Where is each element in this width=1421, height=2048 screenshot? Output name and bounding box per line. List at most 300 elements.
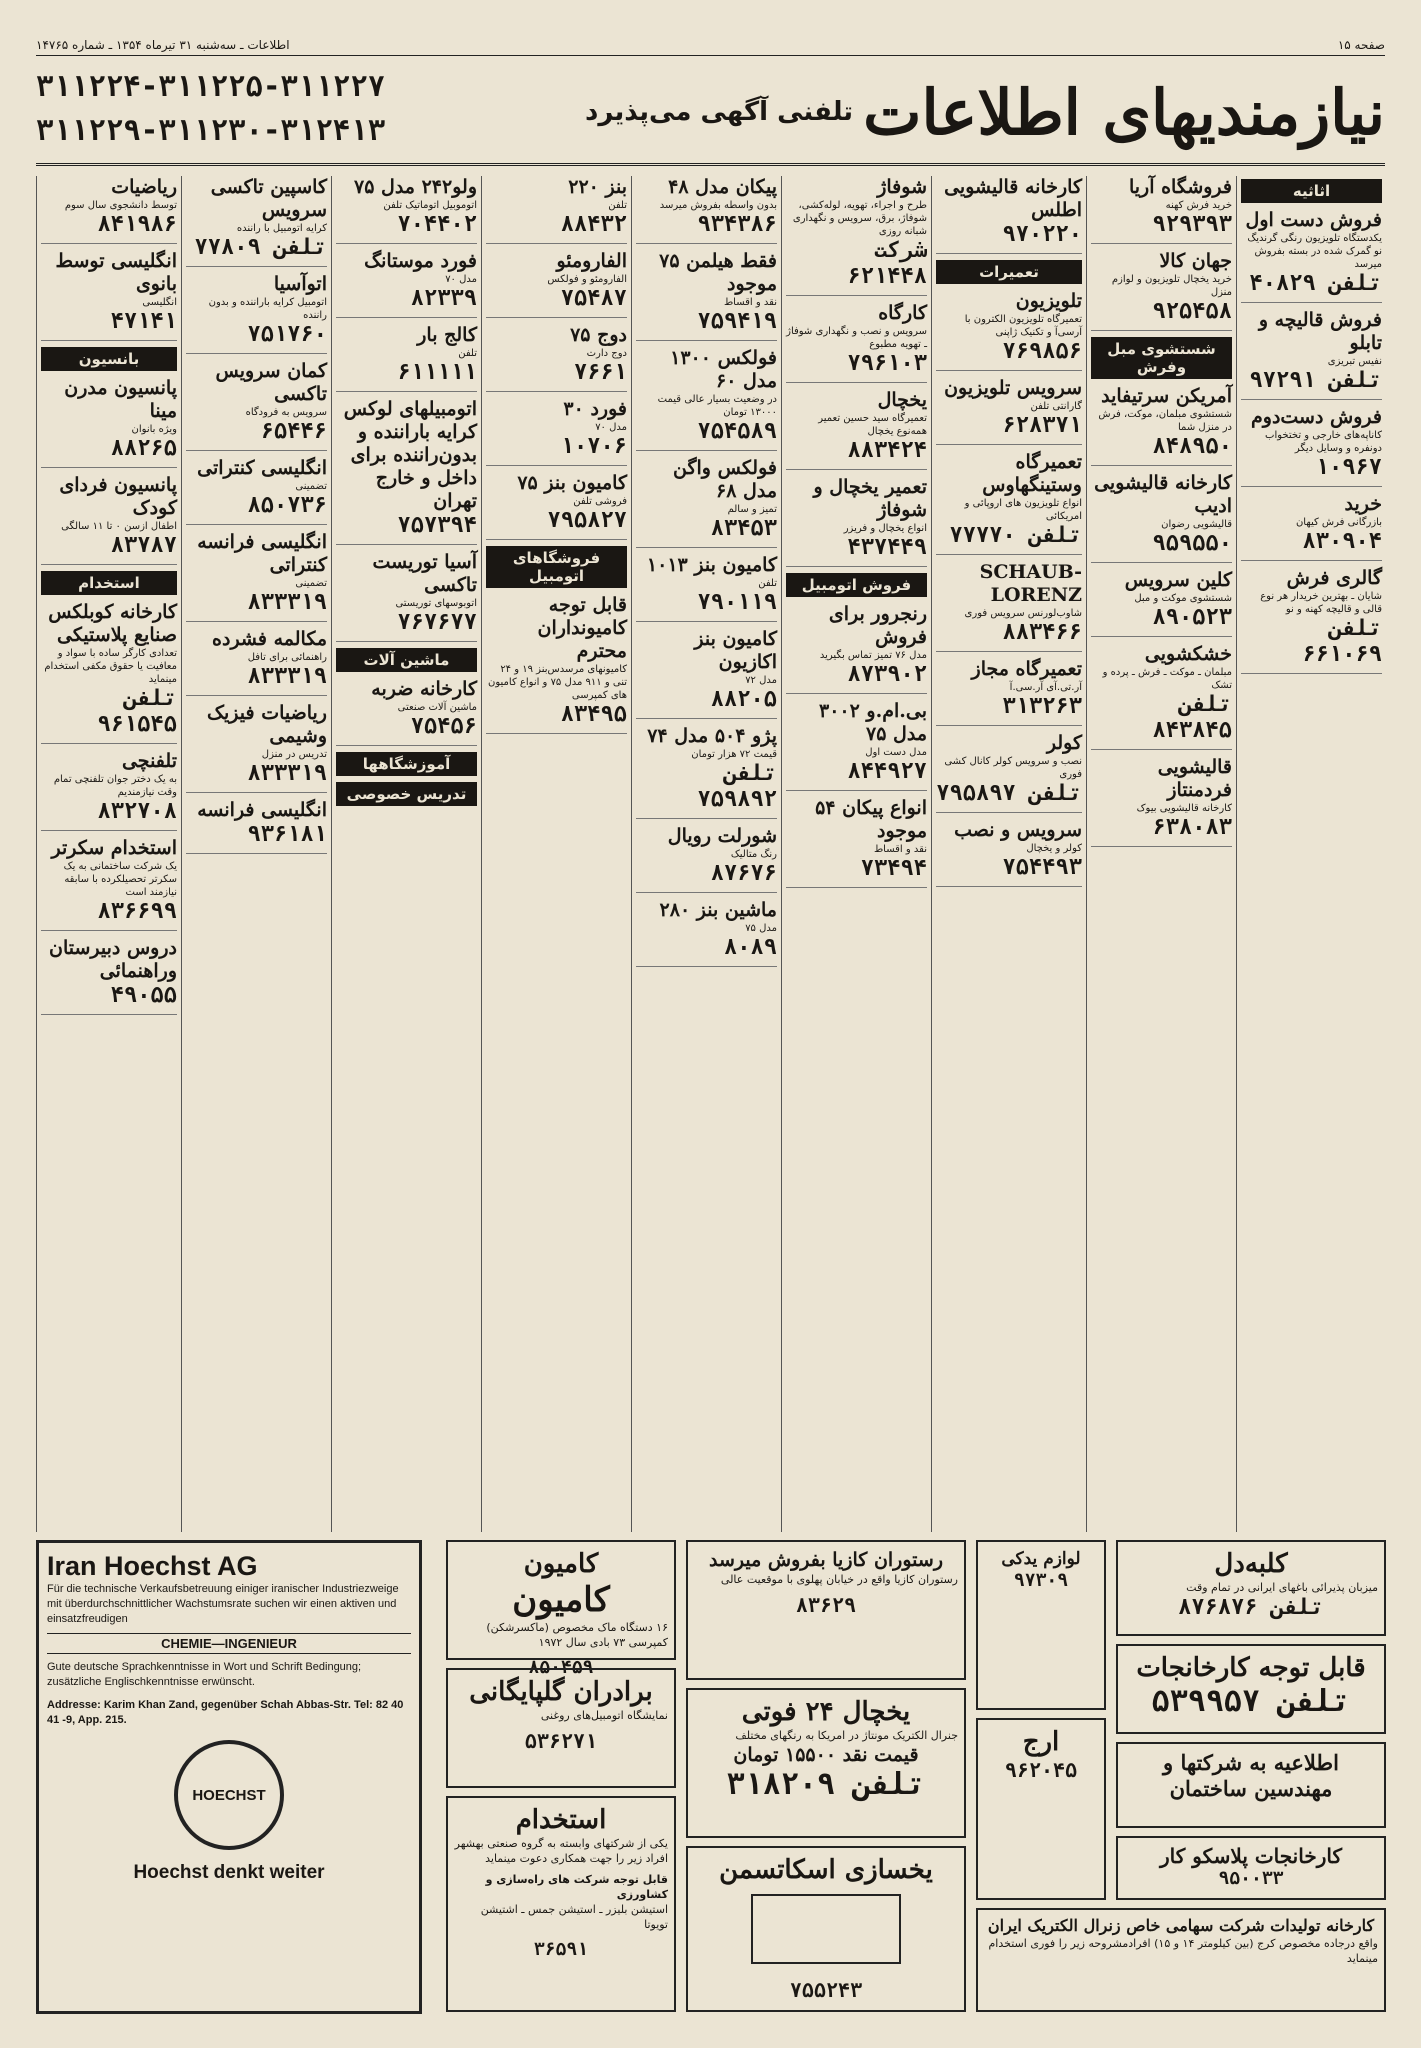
ad-parts-phone: ۹۷۳۰۹ bbox=[1013, 1570, 1069, 1591]
ad-text: نفیس تبریزی bbox=[1327, 356, 1382, 367]
ad-phone: ۸۳۳۳۱۹ bbox=[247, 664, 327, 689]
masthead-title: نیازمندیهای اطلاعات bbox=[863, 75, 1385, 149]
ad-kolbe-phone: تلفن ۸۷۶۸۷۶ bbox=[1178, 1595, 1324, 1620]
classified-ad bbox=[41, 250, 177, 341]
ad-phone: ۸۳۴۵۳ bbox=[710, 516, 777, 541]
ad-text: نقد و اقساط bbox=[723, 297, 777, 308]
section-heading: آموزشگاهها bbox=[336, 752, 477, 776]
classified-ad bbox=[936, 176, 1082, 254]
section-heading: فروش اتومبیل bbox=[786, 573, 927, 597]
ad-heading: آسیا توریست تاکسی bbox=[372, 551, 477, 596]
ad-phone: ۹۵۹۵۵۰ bbox=[1152, 531, 1232, 556]
ad-phone: ۷۵۷۳۹۴ bbox=[397, 513, 477, 538]
ad-kolbe bbox=[1116, 1540, 1386, 1636]
ad-heading: تلویزیون bbox=[1015, 290, 1082, 312]
classified-ad bbox=[336, 678, 477, 746]
column-6 bbox=[481, 176, 631, 1532]
ad-heading: اتومبیلهای لوکس کرایه بارانند‌ه و بدون‌راننده برای داخل و خارج تهران bbox=[343, 398, 477, 512]
ad-text: در وضعیت بسیار عالی قیمت ۱۳۰۰۰ تومان bbox=[657, 394, 777, 418]
hoechst-requirements: Gute deutsche Sprachkenntnisse in Wort und Schrift Bedingung; zusätzliche Englischkenntnisse erwünscht. bbox=[47, 1661, 362, 1688]
ad-heading: شوفاژ bbox=[877, 176, 927, 198]
classified-ad bbox=[486, 324, 627, 392]
ad-behshahr-job bbox=[446, 1796, 676, 2012]
ad-plasco-head: کارخانجات پلاسکو کار bbox=[1160, 1844, 1342, 1868]
ad-text: قالیشویی رضوان bbox=[1161, 519, 1232, 530]
ad-text: تمیز و سالم bbox=[727, 504, 777, 515]
ad-heading: خرید bbox=[1344, 493, 1382, 515]
classified-ad bbox=[636, 347, 777, 451]
ad-text: کرایه اتومبیل با راننده bbox=[236, 223, 327, 234]
ad-factories bbox=[1116, 1644, 1386, 1734]
ad-phone: ۹۷۰۲۲۰ bbox=[1002, 222, 1082, 247]
classified-ad bbox=[786, 797, 927, 888]
ad-zenral-head: کارخانه تولیدات شرکت سهامی خاص زنرال الکتریک ایران bbox=[987, 1916, 1375, 1935]
ad-text: شستشوی مبلمان، موکت، فرش در منزل شما bbox=[1098, 409, 1232, 433]
ad-notice bbox=[1116, 1742, 1386, 1828]
ad-heading: کارخانه ضربه bbox=[371, 678, 477, 700]
ad-hoechst bbox=[36, 1540, 422, 2014]
ad-heading: کامیون بنز اکازیون bbox=[694, 628, 777, 673]
masthead-subtitle: تلفنی آگهی می‌پذیرد bbox=[585, 97, 854, 127]
ad-phone: تلفن ۴۰۸۲۹ bbox=[1249, 271, 1382, 296]
classified-ad bbox=[186, 628, 327, 696]
ad-phone: ۸۸۲۰۵ bbox=[710, 687, 777, 712]
ad-heading: یخچال bbox=[877, 389, 927, 411]
classified-ad bbox=[41, 176, 177, 244]
classified-ad bbox=[1241, 309, 1382, 400]
ad-text: اتوموبیل اتوماتیک تلفن bbox=[383, 200, 477, 211]
ad-text: انواع یخچال و فریزر bbox=[843, 523, 927, 534]
ad-text: مدل ۷۲ bbox=[745, 675, 777, 686]
ad-truck-phone: ۸۵۰۴۵۹ bbox=[528, 1657, 594, 1678]
section-heading: استخدام bbox=[41, 571, 177, 595]
ad-text: اتوبوسهای توریستی bbox=[395, 598, 477, 609]
classified-ad bbox=[936, 290, 1082, 371]
ad-text: به یک دختر جوان تلفنچی تمام وقت نیازمندیم bbox=[53, 774, 177, 798]
classified-ad bbox=[1091, 569, 1232, 637]
ad-text: فروشی تلفن bbox=[573, 496, 627, 507]
ad-phone: ۶۵۴۴۶ bbox=[260, 419, 327, 444]
classified-ad bbox=[636, 250, 777, 341]
ad-phone: ۱۰۹۶۷ bbox=[1315, 455, 1382, 480]
ad-phone: ۸۳۷۸۷ bbox=[110, 533, 177, 558]
ad-zenral-text: واقع درجاده مخصوص کرج (بین کیلومتر ۱۴ و ۱۵) افرادمشروحه زیر را فوری استخدام مینماید bbox=[988, 1937, 1378, 1965]
ad-phone: ۹۲۵۴۵۸ bbox=[1152, 299, 1232, 324]
ad-text: تعمیرگاه سید حسین تعمیر همه‌نوع یخچال bbox=[818, 413, 927, 437]
classified-ad bbox=[1091, 385, 1232, 466]
classified-ad bbox=[486, 250, 627, 318]
ad-heading: پانسیون فردای کودک bbox=[59, 474, 177, 519]
ad-text: کولر و یخچال bbox=[1026, 843, 1082, 854]
ad-heading: انگلیسی توسط بانوی bbox=[55, 250, 177, 295]
ad-phone: ۴۹۰۵۵ bbox=[110, 983, 177, 1008]
classified-ad bbox=[41, 750, 177, 831]
ad-phone: ۷۵۱۷۶۰ bbox=[247, 322, 327, 347]
ad-heading: کلین سرویس bbox=[1124, 569, 1232, 591]
ad-phone: ۶۱۱۱۱۱ bbox=[397, 360, 477, 385]
ad-phone: تلفن ۸۴۳۸۴۵ bbox=[1152, 692, 1232, 743]
classified-ad bbox=[1091, 176, 1232, 244]
ad-truck-sub: کامیون bbox=[512, 1580, 610, 1620]
ad-road-phone: ۳۶۵۹۱ bbox=[533, 1939, 589, 1960]
ad-phone: ۸۳۰۹۰۴ bbox=[1302, 529, 1382, 554]
ad-text: رنگ متالیک bbox=[730, 849, 777, 860]
phone-row-2: ۳۱۱۲۲۹-۳۱۱۲۳۰-۳۱۲۴۱۳ bbox=[36, 113, 386, 147]
classified-ad bbox=[636, 628, 777, 719]
ad-phone: ۸۴۸۹۵۰ bbox=[1152, 434, 1232, 459]
ad-heading: فورد ۳۰ bbox=[563, 398, 627, 420]
ad-factories-head: قابل توجه کارخانجات bbox=[1136, 1653, 1366, 1683]
ad-heading: فروش دست اول bbox=[1245, 209, 1382, 231]
ad-text: شایان ـ بهترین خریدار هر نوع قالی و قالیچه کهنه و نو bbox=[1260, 591, 1382, 615]
ad-phone: تلفن ۹۷۲۹۱ bbox=[1249, 368, 1382, 393]
ad-heading: اتوآسیا bbox=[273, 273, 327, 295]
classified-ad bbox=[41, 377, 177, 468]
ad-phone: تلفن ۷۵۹۸۹۲ bbox=[697, 761, 777, 812]
ad-phone: ۸۳۴۹۵ bbox=[560, 702, 627, 727]
column-4 bbox=[781, 176, 931, 1532]
ad-heading: سرویس و نصب bbox=[954, 819, 1082, 841]
ad-phone: ۸۸۴۳۲ bbox=[560, 212, 627, 237]
ad-heading: جهان کالا bbox=[1159, 250, 1232, 272]
ad-phone: ۷۶۷۶۷۷ bbox=[397, 610, 477, 635]
ad-heading: انگلیسی فرانسه کنتراتی bbox=[197, 531, 327, 576]
ad-text: ماشین آلات صنعتی bbox=[397, 702, 477, 713]
ad-heading: قالیشویی فردمنتاز bbox=[1157, 756, 1232, 801]
icemaker-illustration bbox=[751, 1894, 901, 1964]
ad-fridge-text: جنرال الکتریک مونتاژ در امریکا به رنگهای مختلف bbox=[735, 1729, 958, 1742]
classified-ad bbox=[486, 472, 627, 540]
ad-text: گارانتی تلفن bbox=[1030, 401, 1082, 412]
ad-heading: سرویس تلویزیون bbox=[944, 377, 1082, 399]
ad-phone: ۸۹۰۵۲۳ bbox=[1152, 605, 1232, 630]
ad-heading: دروس دبیرستان وراهنمائی bbox=[49, 937, 177, 982]
hoechst-logo: HOECHST bbox=[174, 1740, 284, 1850]
ad-text: تلفن bbox=[758, 578, 777, 589]
phone-row-1: ۳۱۱۲۲۴-۳۱۱۲۲۵-۳۱۱۲۲۷ bbox=[36, 69, 386, 103]
ad-phone: ۷۵۴۵۸۹ bbox=[697, 419, 777, 444]
classified-ad bbox=[486, 176, 627, 244]
ad-heading: انواع پیکان ۵۴ موجود bbox=[815, 797, 927, 842]
ad-phone: تلفن ۷۷۸۰۹ bbox=[194, 235, 327, 260]
ad-text: بازرگانی فرش کیهان bbox=[1295, 517, 1382, 528]
masthead-title-block bbox=[525, 62, 1385, 162]
ad-plasco bbox=[1116, 1836, 1386, 1900]
ad-heading: استخدام سکرتر bbox=[51, 837, 177, 859]
ad-arj bbox=[976, 1718, 1106, 1900]
ad-icemaker-phone: ۷۵۵۲۴۳ bbox=[789, 1978, 863, 2002]
classified-ad bbox=[636, 554, 777, 622]
ad-text: طرح و اجراء، تهویه، لوله‌کشی، شوفاژ، برق، سرویس و نگهداری شبانه روزی bbox=[792, 200, 927, 237]
ad-heading: شورلت رویال bbox=[667, 825, 777, 847]
classified-ad bbox=[936, 732, 1082, 813]
classified-ad bbox=[1241, 567, 1382, 674]
column-9 bbox=[36, 176, 181, 1532]
classified-ad bbox=[41, 601, 177, 744]
ad-text: ویژه بانوان bbox=[131, 424, 177, 435]
ad-factories-phone: تلفن ۵۳۹۹۵۷ bbox=[1151, 1684, 1351, 1719]
ad-heading: کامیون بنز ۱۰۱۳ bbox=[646, 554, 777, 576]
classified-ad bbox=[636, 725, 777, 819]
classified-ad bbox=[636, 176, 777, 244]
ad-heading: فروشگاه آریا bbox=[1128, 176, 1232, 198]
ad-text: سرویس به فرودگاه bbox=[245, 407, 327, 418]
ad-phone: ۸۴۱۹۸۶ bbox=[97, 212, 177, 237]
classified-ad bbox=[336, 324, 477, 392]
ad-phone: تلفن ۷۷۷۷۰ bbox=[949, 523, 1082, 548]
ad-text: راهنمائی برای تافل bbox=[247, 652, 327, 663]
ad-phone: ۷۵۹۴۱۹ bbox=[697, 309, 777, 334]
ad-heading: ماشین بنز ۲۸۰ bbox=[659, 899, 777, 921]
ad-text: تضمینی bbox=[295, 481, 327, 492]
ad-golpayegani-phone: ۵۳۶۲۷۱ bbox=[524, 1729, 598, 1753]
ad-kolbe-head: کلبه‌دل bbox=[1214, 1549, 1288, 1579]
masthead-phones bbox=[36, 64, 466, 160]
ad-icemaker bbox=[686, 1846, 966, 2012]
ad-text: انگلیسی bbox=[142, 297, 177, 308]
classified-ad bbox=[786, 700, 927, 791]
ad-text: مدل ۷۵ bbox=[745, 923, 777, 934]
ad-text: شاوب‌لورنس سرویس فوری bbox=[964, 608, 1082, 619]
folio-strip bbox=[36, 34, 1385, 56]
hoechst-address: Addresse: Karim Khan Zand, gegenüber Schah Abbas-Str. Tel: 82 40 41 -9, App. 215. bbox=[47, 1699, 404, 1726]
ad-heading: تعمیرگاه مجاز bbox=[971, 658, 1082, 680]
ad-heading: تعمیرگاه وستینگهاوس bbox=[982, 451, 1082, 496]
page-number: صفحه ۱۵ bbox=[1337, 37, 1385, 52]
column-8 bbox=[181, 176, 331, 1532]
ad-text: تضمینی bbox=[295, 578, 327, 589]
classified-ad bbox=[1091, 756, 1232, 847]
ad-heading: گالری فرش bbox=[1286, 567, 1382, 589]
ad-text: خرید یخچال تلویزیون و لوازم منزل bbox=[1111, 274, 1232, 298]
ad-text: تعدادی کارگر ساده با سواد و معافیت یا حقوق مکفی استخدام مینماید bbox=[44, 648, 177, 685]
ad-heading: انگلیسی کنتراتی bbox=[197, 457, 327, 479]
ad-phone: ۶۳۸۰۸۳ bbox=[1152, 815, 1232, 840]
ad-behshahr-job-head: استخدام bbox=[515, 1805, 607, 1835]
ad-phone: تلفن ۹۶۱۵۴۵ bbox=[97, 686, 177, 737]
ad-phone: ۸۸۳۴۲۴ bbox=[847, 438, 927, 463]
ad-text: اطفال ازسن ۰ تا ۱۱ سالگی bbox=[61, 521, 177, 532]
masthead bbox=[36, 62, 1385, 166]
ad-phone: ۸۸۲۶۵ bbox=[110, 436, 177, 461]
ad-phone: ۷۵۴۵۶ bbox=[410, 714, 477, 739]
ad-phone: ۷۰۴۴۰۲ bbox=[397, 212, 477, 237]
classified-ad bbox=[786, 176, 927, 296]
ad-fridge-price: قیمت نقد ۱۵۵۰۰ تومان bbox=[733, 1744, 919, 1766]
ad-heading: فورد موستانگ bbox=[364, 250, 477, 272]
ad-heading: بی.ام.و ۳۰۰۲ مدل ۷۵ bbox=[818, 700, 927, 745]
classified-ad bbox=[336, 250, 477, 318]
ad-phone: ۸۰۸۹ bbox=[724, 935, 777, 960]
ad-phone: ۸۲۳۳۹ bbox=[410, 286, 477, 311]
ad-heading: خشکشویی bbox=[1144, 643, 1232, 665]
ad-parts-head: لوازم یدکی bbox=[1001, 1549, 1081, 1569]
ad-phone: ۷۵۴۸۷ bbox=[560, 286, 627, 311]
ad-phone: ۴۳۷۴۴۹ bbox=[847, 535, 927, 560]
hoechst-tagline: Hoechst denkt weiter bbox=[133, 1862, 325, 1883]
ad-parts bbox=[976, 1540, 1106, 1710]
ad-heading: کمان سرویس تاکسی bbox=[215, 360, 327, 405]
ad-text: کارخانه قالیشویی بیوک bbox=[1136, 803, 1232, 814]
classified-ad bbox=[186, 176, 327, 267]
ad-text: تلفن bbox=[458, 348, 477, 359]
ad-phone: ۷۶۶۱ bbox=[574, 360, 627, 385]
classified-ad bbox=[41, 474, 177, 565]
ad-heading: ولو۲۴۲ مدل ۷۵ bbox=[353, 176, 477, 198]
classified-ad bbox=[1241, 493, 1382, 561]
ad-text: آر.تی.آی آر.سی.آ bbox=[1009, 682, 1082, 693]
ad-text: توسط دانشجوی سال سوم bbox=[64, 200, 177, 211]
column-1 bbox=[1236, 176, 1386, 1532]
ad-heading: فقط هیلمن ۷۵ موجود bbox=[659, 250, 777, 295]
ad-fridge-head: یخچال ۲۴ فوتی bbox=[741, 1697, 911, 1727]
ad-phone: ۹۲۹۳۹۳ bbox=[1152, 212, 1232, 237]
ad-heading: دوج ۷۵ bbox=[570, 324, 627, 346]
section-heading: تدریس خصوصی bbox=[336, 782, 477, 806]
ad-phone: ۳۱۳۲۶۳ bbox=[1002, 694, 1082, 719]
ad-phone: ۸۷۶۷۶ bbox=[710, 861, 777, 886]
ad-text: سرویس و نصب و نگهداری شوفاژ ـ تهویه مطبوع bbox=[786, 326, 927, 350]
ad-text: خرید فرش کهنه bbox=[1165, 200, 1232, 211]
ad-heading: قابل توجه کامیونداران محترم bbox=[537, 594, 627, 662]
ad-notice-head: اطلاعیه به شرکتها و مهندسین ساختمان bbox=[1163, 1750, 1339, 1801]
ad-phone: تلفن ۶۶۱۰۶۹ bbox=[1302, 616, 1382, 667]
ad-restaurant-phone: ۸۳۶۲۹ bbox=[795, 1593, 857, 1617]
ad-heading: کارخانه کوبلکس صنایع پلاستیکی bbox=[48, 601, 177, 646]
ad-text: یکدستگاه تلویزیون رنگی گرندیگ نو گمرک شده در بسته بفروش میرسد bbox=[1247, 233, 1382, 270]
ad-text: تلفن bbox=[608, 200, 627, 211]
classified-ad bbox=[636, 825, 777, 893]
column-5 bbox=[631, 176, 781, 1532]
ad-truck bbox=[446, 1540, 676, 1678]
classified-ad bbox=[936, 658, 1082, 726]
ad-heading: مکالمه فشرده bbox=[212, 628, 327, 650]
ad-heading: ریاضیات فیزیک وشیمی bbox=[206, 702, 327, 747]
classified-ad bbox=[1091, 472, 1232, 563]
column-2 bbox=[1086, 176, 1236, 1532]
ad-phone: ۴۷۱۴۱ bbox=[110, 309, 177, 334]
ad-text: مدل ۷۰ bbox=[595, 422, 627, 433]
ad-phone: ۸۳۳۳۱۹ bbox=[247, 590, 327, 615]
ad-phone: ۸۳۲۷۰۸ bbox=[97, 799, 177, 824]
classified-ad bbox=[41, 937, 177, 1015]
ad-heading: پانسیون مدرن مینا bbox=[64, 377, 177, 422]
hoechst-title: Iran Hoechst AG bbox=[47, 1551, 258, 1581]
classified-ad bbox=[936, 451, 1082, 555]
classified-ad bbox=[336, 176, 477, 244]
ad-text: بدون واسطه بفروش میرسد bbox=[659, 200, 777, 211]
ad-icemaker-head: یخسازی اسکاتسمن bbox=[719, 1855, 933, 1885]
classified-ad bbox=[486, 594, 627, 734]
ad-arj-phone: ۹۶۲۰۴۵ bbox=[1004, 1758, 1078, 1782]
ad-text: تعمیرگاه تلویزیون الکترون با آرسی‌آ و تکنیک ژاپنی bbox=[964, 314, 1082, 338]
ad-heading: الفارومئو bbox=[556, 250, 627, 272]
classified-ad bbox=[186, 457, 327, 525]
ad-text: نصب و سرویس کولر کانال کشی فوری bbox=[944, 756, 1082, 780]
ad-text: اتومبیل کرایه بارانند‌ه و بدون راننده bbox=[208, 297, 327, 321]
ad-heading: کاسپین تاکسی سرویس bbox=[210, 176, 327, 221]
classified-ad bbox=[936, 819, 1082, 887]
ad-heading: فولکس واگن مدل ۶۸ bbox=[673, 457, 777, 502]
ad-golpayegani-text: نمایشگاه اتومبیل‌های روغنی bbox=[540, 1709, 668, 1722]
ad-heading: آمریکن سرتیفاید bbox=[1101, 385, 1232, 407]
ad-phone: ۹۳۶۱۸۱ bbox=[247, 822, 327, 847]
ad-text: مدل ۷۶ تمیز تماس بگیرید bbox=[819, 650, 927, 661]
ad-phone: ۷۹۶۱۰۳ bbox=[847, 351, 927, 376]
ad-restaurant-head: رستوران کازیا بفروش میرسد bbox=[708, 1549, 944, 1571]
classified-ad bbox=[1241, 209, 1382, 303]
ad-truck-head: کامیون bbox=[523, 1549, 599, 1579]
ad-phone: ۷۹۰۱۱۹ bbox=[697, 590, 777, 615]
ad-phone: ۸۳۳۳۱۹ bbox=[247, 761, 327, 786]
section-heading: شستشوی مبل وفرش bbox=[1091, 337, 1232, 379]
ad-golpayegani-head: برادران گلپایگانی bbox=[469, 1677, 653, 1707]
ad-text: دوج دارت bbox=[586, 348, 627, 359]
ad-arj-head: ارج bbox=[1022, 1727, 1060, 1757]
column-7 bbox=[331, 176, 481, 1532]
classified-ad bbox=[636, 457, 777, 548]
classified-ad bbox=[186, 360, 327, 451]
ad-phone: ۷۵۴۴۹۳ bbox=[1002, 855, 1082, 880]
ad-heading: فولکس ۱۳۰۰ مدل ۶۰ bbox=[670, 347, 777, 392]
ad-fridge-phone: تلفن ۳۱۸۲۰۹ bbox=[726, 1767, 926, 1802]
ad-fridge bbox=[686, 1688, 966, 1838]
classified-ad bbox=[186, 531, 327, 622]
ad-heading: کالج بار bbox=[417, 324, 477, 346]
ad-heading: تعمیر یخچال و شوفاژ bbox=[813, 476, 927, 521]
classified-ad bbox=[336, 398, 477, 545]
classified-ad bbox=[336, 551, 477, 642]
ad-heading: تلفنچی bbox=[121, 750, 177, 772]
classified-ad bbox=[786, 476, 927, 567]
ad-heading: ریاضیات bbox=[111, 176, 177, 198]
column-3 bbox=[931, 176, 1086, 1532]
ad-heading: فروش دست‌دوم bbox=[1251, 406, 1382, 428]
ad-kolbe-text: میزبان پذیرائی باغهای ایرانی در تمام وقت bbox=[1186, 1581, 1378, 1594]
ad-phone: ۸۸۳۴۶۶ bbox=[1002, 620, 1082, 645]
hoechst-intro: Für die technische Verkaufsbetreuung einiger iranischer Industriezweige mit überdurchschnittlicher Wachstumsrate suchen wir einen aktiven und einsatzfreudigen bbox=[47, 1583, 399, 1625]
ad-phone: ۸۴۴۹۲۷ bbox=[847, 759, 927, 784]
classified-ad bbox=[786, 389, 927, 470]
ad-text: قیمت ۷۲ هزار تومان bbox=[691, 749, 777, 760]
ad-restaurant-text: رستوران کازیا واقع در خیابان پهلوی با موقعیت عالی bbox=[720, 1573, 958, 1586]
section-heading: ماشین آلات bbox=[336, 648, 477, 672]
ad-heading: پژو ۵۰۴ مدل ۷۴ bbox=[647, 725, 777, 747]
ad-golpayegani bbox=[446, 1668, 676, 1788]
classified-ad bbox=[41, 837, 177, 931]
ad-phone: ۷۹۵۸۲۷ bbox=[547, 508, 627, 533]
ad-heading: کارگاه bbox=[878, 302, 927, 324]
classified-ad bbox=[486, 398, 627, 466]
ad-behshahr-job-text: یکی از شرکتهای وابسته به گروه صنعتی بهشهر افراد زیر را جهت همکاری دعوت مینماید bbox=[454, 1837, 668, 1865]
ad-phone: ۷۳۴۹۴ bbox=[860, 856, 927, 881]
ad-phone: ۱۰۷۰۶ bbox=[560, 434, 627, 459]
section-heading: فروشگاهای اتومبیل bbox=[486, 546, 627, 588]
ad-phone: ۹۳۴۳۸۶ bbox=[697, 212, 777, 237]
ad-zenral bbox=[976, 1908, 1386, 2012]
ad-text: مبلمان ـ موکت ـ فرش ـ پرده و تشک bbox=[1102, 667, 1232, 691]
ad-heading: پیکان مدل ۴۸ bbox=[668, 176, 777, 198]
ad-plasco-phone: ۹۵۰۰۳۳ bbox=[1218, 1868, 1284, 1889]
ad-text: کامیونهای مرسدس‌بنز ۱۹ و ۲۴ تنی و ۹۱۱ مدل ۷۵ و انواع کامیون های کمپرسی bbox=[488, 664, 627, 701]
ad-text: یک شرکت ساختمانی به یک سکرتر تحصیلکرده با سابقه نیازمند است bbox=[63, 861, 177, 898]
ad-truck-text: ۱۶ دستگاه ماک مخصوص (ماکسرشکن) کمپرسی ۷۳ بادی سال ۱۹۷۲ bbox=[486, 1621, 668, 1649]
hoechst-role: CHEMIE—INGENIEUR bbox=[47, 1633, 411, 1654]
ad-text: تدریس در منزل bbox=[261, 749, 327, 760]
ad-text: شستشوی موکت و مبل bbox=[1134, 593, 1232, 604]
classified-ad bbox=[636, 899, 777, 967]
classified-ad bbox=[186, 799, 327, 854]
